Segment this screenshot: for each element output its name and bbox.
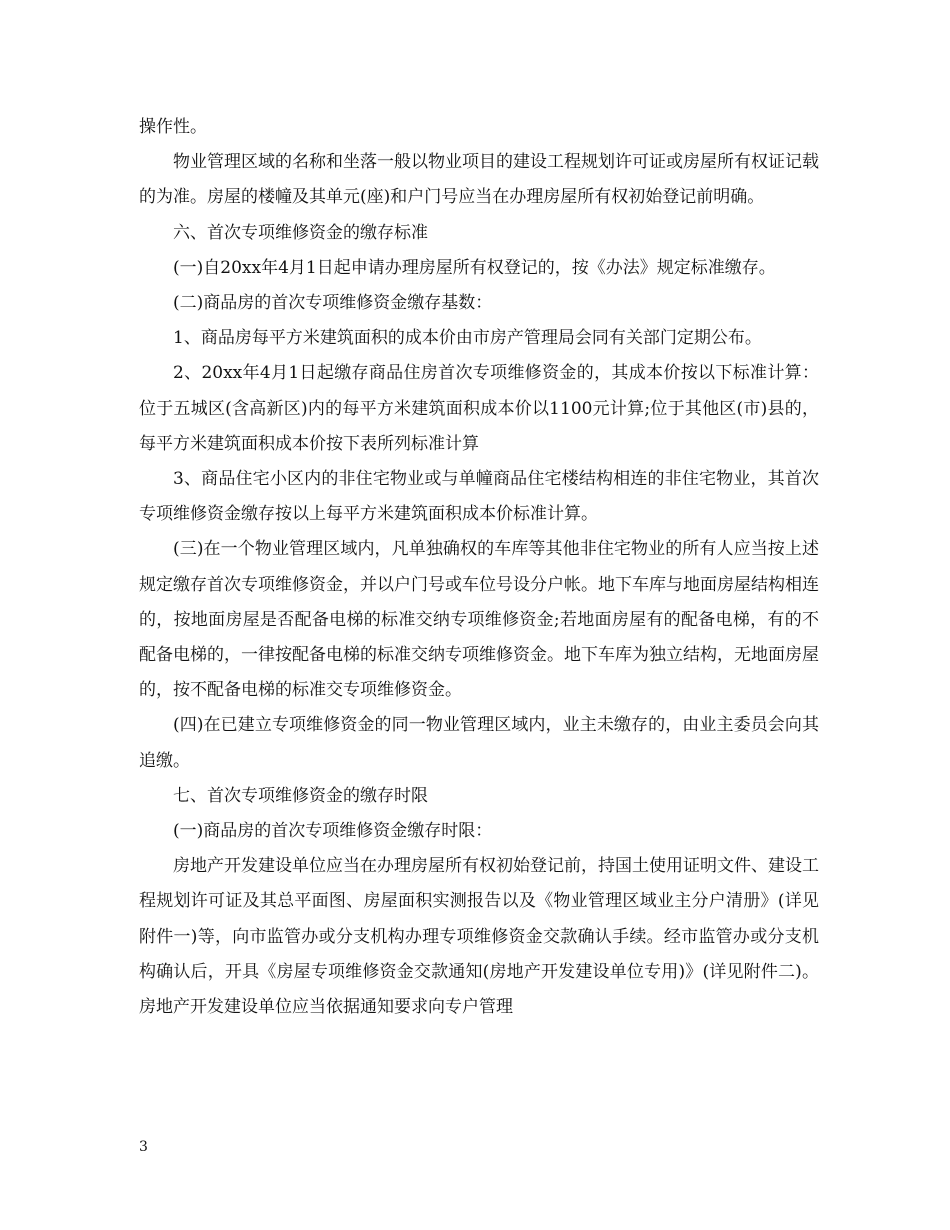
document-body (139, 110, 819, 1025)
paragraph: (三)在一个物业管理区域内，凡单独确权的车库等其他非住宅物业的所有人应当按上述规定缴存首次专项维修资金，并以户门号或车位号设分户帐。地下车库与地面房屋结构相连的，按地面房屋是否配备电梯的标准交纳专项维修资金;若地面房屋有的配备电梯，有的不配备电梯的，一律按配备电梯的标准交纳专项维修资金。地下车库为独立结构，无地面房屋的，按不配备电梯的标准交专项维修资金。 (139, 539, 819, 701)
paragraph: 操作性。 (139, 117, 207, 137)
paragraph: 3、商品住宅小区内的非住宅物业或与单幢商品住宅楼结构相连的非住宅物业，其首次专项维修资金缴存按以上每平方米建筑面积成本价标准计算。 (139, 469, 819, 525)
page-number: 3 (139, 1139, 148, 1155)
paragraph: 房地产开发建设单位应当在办理房屋所有权初始登记前，持国土使用证明文件、建设工程规划许可证及其总平面图、房屋面积实测报告以及《物业管理区域业主分户清册》(详见附件一)等，向市监管办或分支机构办理专项维修资金交款确认手续。经市监管办或分支机构确认后，开具《房屋专项维修资金交款通知(房地产开发建设单位专用)》(详见附件二)。房地产开发建设单位应当依据通知要求向专户管理 (139, 856, 819, 1018)
paragraph: (一)商品房的首次专项维修资金缴存时限： (173, 821, 493, 842)
section-heading: 七、首次专项维修资金的缴存时限 (173, 785, 428, 806)
paragraph: (四)在已建立专项维修资金的同一物业管理区域内，业主未缴存的，由业主委员会向其追缴。 (139, 715, 819, 771)
section-heading: 六、首次专项维修资金的缴存标准 (173, 222, 428, 243)
paragraph: (二)商品房的首次专项维修资金缴存基数： (173, 293, 493, 314)
paragraph: 2、20xx年4月1日起缴存商品住房首次专项维修资金的，其成本价按以下标准计算：位于五城区(含高新区)内的每平方米建筑面积成本价以1100元计算;位于其他区(市)县的，每平方米建筑面积成本价按下表所列标准计算 (139, 363, 819, 454)
paragraph: 物业管理区域的名称和坐落一般以物业项目的建设工程规划许可证或房屋所有权证记载的为准。房屋的楼幢及其单元(座)和户门号应当在办理房屋所有权初始登记前明确。 (139, 152, 819, 208)
paragraph: (一)自20xx年4月1日起申请办理房屋所有权登记的，按《办法》规定标准缴存。 (173, 257, 776, 278)
paragraph: 1、商品房每平方米建筑面积的成本价由市房产管理局会同有关部门定期公布。 (173, 328, 762, 349)
